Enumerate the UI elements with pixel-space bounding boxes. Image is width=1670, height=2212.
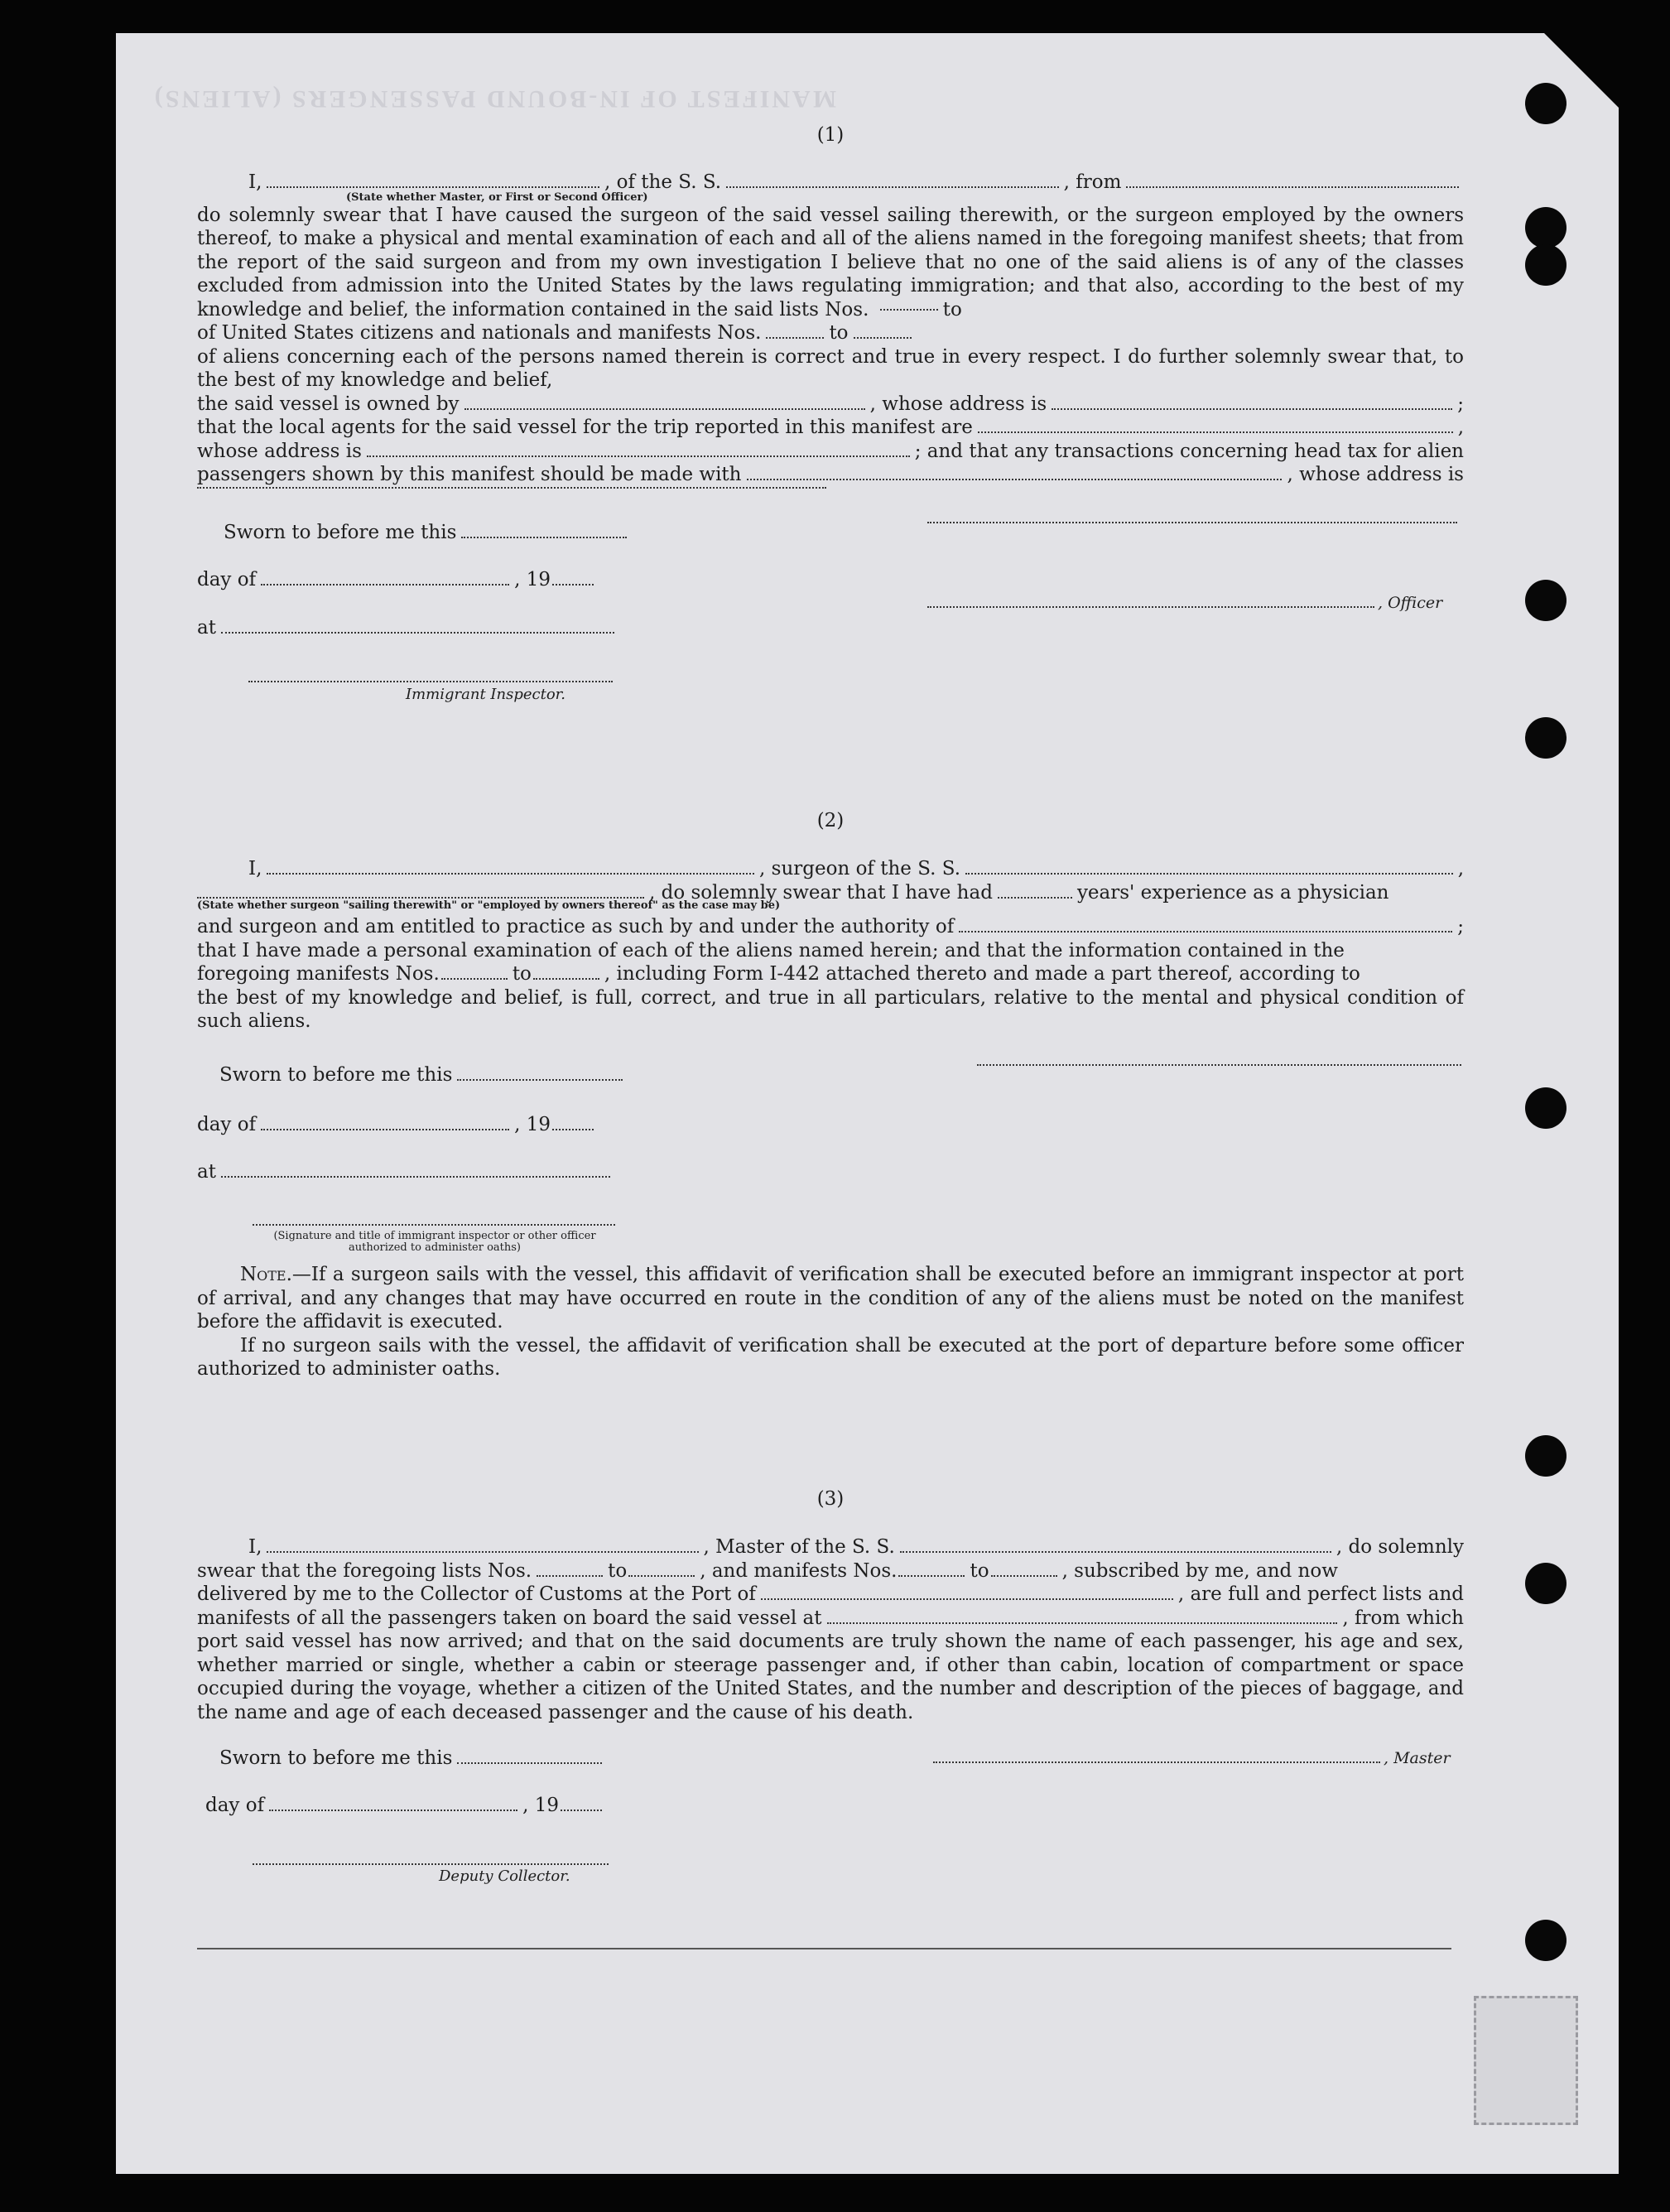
sworn-date-field-2[interactable] xyxy=(457,1079,623,1081)
punch-hole xyxy=(1525,83,1567,124)
examination-text: that I have made a personal examination of each of the aliens named herein; and that the information contained in the xyxy=(197,939,1345,961)
section-3-number: (3) xyxy=(816,1488,845,1510)
punch-hole xyxy=(1525,1920,1567,1961)
officer-signature-field[interactable] xyxy=(927,522,1457,523)
manifests-from-field-3[interactable] xyxy=(898,1575,965,1577)
manifests-to-field-3[interactable] xyxy=(991,1575,1057,1577)
section-2-number: (2) xyxy=(816,810,845,831)
label-to-5: to xyxy=(970,1559,989,1582)
signature-caption: (Signature and title of immigrant inspector or other officer authorized to administer oaths) xyxy=(273,1230,596,1254)
label-whose-address: , whose address is xyxy=(869,393,1047,415)
punch-hole xyxy=(1525,1087,1567,1129)
label-entitled: and surgeon and am entitled to practice as such by and under the authority of xyxy=(197,916,955,937)
arrival-text: port said vessel has now arrived; and that on the said documents are truly shown the name of each passenger, his age and sex, whether married or single, whether a cabin or steerage passenger and, if other than cabin, location of compartment or space occupied during the voyage, whether a citizen of the United States, and the number and description of the pieces of baggage, and the name and age of each deceased passenger and the cause of his death. xyxy=(197,1631,1464,1723)
officer-name-field[interactable] xyxy=(267,186,599,188)
label-and-manifests: , and manifests Nos. xyxy=(700,1559,898,1582)
label-do-solemnly: , do solemnly swear that I have had xyxy=(649,881,993,904)
surgeon-signature-field[interactable] xyxy=(977,1064,1461,1066)
label-19-3: , 19 xyxy=(522,1795,559,1816)
citizens-text: of aliens concerning each of the persons named therein is correct and true in every respect. I do further solemnly swear that, to the best of my knowledge and belief, xyxy=(197,345,1464,391)
from-port-field[interactable] xyxy=(1126,186,1459,188)
note-label: Note. xyxy=(240,1264,292,1285)
lists-to-field-3[interactable] xyxy=(628,1575,695,1577)
delivered-line xyxy=(197,1583,1464,1607)
inspector-caption: Immigrant Inspector. xyxy=(406,686,566,703)
label-manifests-all: manifests of all the passengers taken on board the said vessel at xyxy=(197,1607,822,1629)
punch-hole xyxy=(1525,717,1567,759)
label-sworn-3: Sworn to before me this xyxy=(219,1747,453,1769)
section-3-line-1 xyxy=(197,1535,1464,1559)
punch-hole xyxy=(1525,580,1567,621)
day-of-field-3[interactable] xyxy=(269,1810,517,1811)
paragraph-text: do solemnly swear that I have caused the surgeon of the said vessel sailing therewith, or the surgeon employed by the owners thereof, to make a physical and mental examination of each and all of the aliens named in the foregoing manifest sheets; that from the report of the said surgeon and from my own investigation I believe that no one of the said aliens is of any of the classes excluded from admission into the United States by the laws regulating immigration; and that also, according to the best of my knowledge and belief, the information contained in the said lists Nos. xyxy=(197,204,1464,320)
label-at: at xyxy=(197,617,216,639)
year-field-3[interactable] xyxy=(561,1810,602,1811)
manifests-all-line xyxy=(197,1607,1464,1631)
label-at-2: at xyxy=(197,1161,216,1183)
manifests-from-field[interactable] xyxy=(854,337,912,339)
boarding-port-field[interactable] xyxy=(827,1622,1338,1624)
year-field[interactable] xyxy=(552,584,594,586)
label-whose-address-3: , whose address is xyxy=(1287,464,1464,485)
label-officer: , Officer xyxy=(1378,594,1443,612)
label-local-agents: that the local agents for the said vessel for the trip reported in this manifest are xyxy=(197,417,973,438)
label-from: , from xyxy=(1063,171,1122,193)
at-place-field-2[interactable] xyxy=(221,1176,610,1178)
officer-signature-line xyxy=(927,522,1457,523)
section-3 xyxy=(197,1535,1464,1724)
owner-field[interactable] xyxy=(464,408,865,410)
label-19: , 19 xyxy=(514,569,551,590)
label-swear-lists: swear that the foregoing lists Nos. xyxy=(197,1559,532,1582)
label-sworn-2: Sworn to before me this xyxy=(219,1064,453,1086)
master-signature-line xyxy=(933,1749,1451,1768)
note-block xyxy=(197,1263,1464,1381)
note-paragraph xyxy=(197,1263,1464,1334)
label-subscribed: , subscribed by me, and now xyxy=(1061,1559,1338,1582)
vessel-name-field-2[interactable] xyxy=(965,873,1453,875)
citizens-line xyxy=(197,321,1464,345)
swear-lists-line xyxy=(197,1559,1464,1583)
vessel-name-field[interactable] xyxy=(726,186,1059,188)
day-of-field[interactable] xyxy=(261,584,509,586)
section-2-line-1: I, , surgeon of the S. S. , xyxy=(248,858,1464,879)
punch-hole xyxy=(1525,244,1567,286)
agent-address-field[interactable] xyxy=(367,455,910,457)
deputy-signature-field[interactable] xyxy=(253,1863,609,1865)
sworn-line-3 xyxy=(219,1747,607,1769)
label-full-perfect: , are full and perfect lists and xyxy=(1177,1583,1464,1605)
label-master-of: , Master of the S. S. xyxy=(703,1536,895,1558)
years-field[interactable] xyxy=(998,897,1072,899)
surgeon-name-field[interactable] xyxy=(267,873,754,875)
label-sworn: Sworn to before me this xyxy=(224,522,457,543)
sworn-date-field-3[interactable] xyxy=(457,1762,602,1764)
surgeon-status-field[interactable] xyxy=(197,897,644,899)
label-to-3: to xyxy=(512,963,532,985)
section-1 xyxy=(197,171,1464,494)
local-agents-field[interactable] xyxy=(978,431,1453,433)
punch-hole xyxy=(1525,207,1567,248)
note-text: —If a surgeon sails with the vessel, this affidavit of verification shall be executed before an immigrant inspector at port of arrival, and any changes that may have occurred en route in the condition of any of the aliens must be noted on the manifest before the affidavit is executed. xyxy=(197,1264,1464,1333)
manifest-from-field[interactable] xyxy=(441,978,508,980)
entitled-line: and surgeon and am entitled to practice as such by and under the authority of ; xyxy=(197,916,1464,937)
label-of-ss: , of the S. S. xyxy=(604,171,722,193)
label-passengers-shown: passengers shown by this manifest should be made with xyxy=(197,464,742,485)
master-name-field[interactable] xyxy=(267,1551,698,1553)
label-including: , including Form I-442 attached thereto and made a part thereof, according to xyxy=(604,963,1360,985)
label-years-exp: years' experience as a physician xyxy=(1076,881,1389,904)
ghost-header-bleedthrough: MANIFEST OF IN-BOUND PASSENGERS (ALIENS) xyxy=(152,85,836,113)
lists-from-field-3[interactable] xyxy=(537,1575,603,1577)
sworn-line-2 xyxy=(219,1064,628,1086)
section-1-number: (1) xyxy=(816,124,845,146)
label-delivered: delivered by me to the Collector of Customs at the Port of xyxy=(197,1583,756,1605)
label-i-2: I, xyxy=(248,858,262,879)
vessel-name-field-3[interactable] xyxy=(900,1551,1331,1553)
officer-title-line xyxy=(927,594,1442,613)
year-field-2[interactable] xyxy=(552,1129,594,1130)
head-tax-contact-field[interactable] xyxy=(747,479,1283,480)
inspector-signature-field-2[interactable] xyxy=(253,1224,615,1226)
deputy-caption: Deputy Collector. xyxy=(439,1867,570,1885)
sworn-line-1 xyxy=(224,522,632,543)
punch-hole xyxy=(1525,1435,1567,1477)
day-of-line-2 xyxy=(197,1114,599,1135)
day-of-line-3 xyxy=(205,1795,607,1816)
label-to-4: to xyxy=(608,1559,628,1582)
section-1-paragraph xyxy=(197,204,1464,322)
lists-from-field[interactable] xyxy=(880,309,938,311)
label-owned-by: the said vessel is owned by xyxy=(197,393,460,415)
day-of-line-1 xyxy=(197,569,599,590)
port-field[interactable] xyxy=(761,1598,1173,1600)
label-from-which: , from which xyxy=(1342,1607,1464,1629)
owned-by-line: the said vessel is owned by , whose address is ; xyxy=(197,393,1465,415)
footer-rule xyxy=(197,1948,1451,1949)
agent-address-line xyxy=(197,440,1464,464)
officer-caption: (State whether Master, or First or Second Officer) xyxy=(346,190,648,204)
label-do-solemnly-3: , do solemnly xyxy=(1336,1536,1464,1558)
at-line-1 xyxy=(197,617,619,639)
stamp-mark xyxy=(1474,1996,1578,2125)
owner-address-field[interactable] xyxy=(1052,408,1452,410)
master-signature-field[interactable] xyxy=(933,1761,1380,1763)
label-day-of: day of xyxy=(197,569,257,590)
day-of-field-2[interactable] xyxy=(261,1129,509,1130)
inspector-signature-field[interactable] xyxy=(248,681,613,682)
label-to-2: to xyxy=(829,322,849,344)
label-citizens: of United States citizens and nationals and manifests Nos. xyxy=(197,322,762,344)
surgeon-caption: (State whether surgeon "sailing therewith" or "employed by owners thereof" as the case may be) xyxy=(197,899,781,912)
sworn-date-field[interactable] xyxy=(461,537,627,538)
contact-address-line xyxy=(197,487,1464,494)
label-day-of-3: day of xyxy=(205,1795,265,1816)
label-to: to xyxy=(942,298,962,320)
label-day-of-2: day of xyxy=(197,1114,257,1135)
passengers-shown-line xyxy=(197,463,1464,487)
label-i-3: I, xyxy=(248,1536,262,1558)
manifest-to-field[interactable] xyxy=(533,978,599,980)
belief-text: the best of my knowledge and belief, is full, correct, and true in all particulars, relative to the mental and physical condition of such aliens. xyxy=(197,986,1464,1032)
local-agents-line: that the local agents for the said vessel for the trip reported in this manifest are , xyxy=(197,417,1464,438)
contact-address-field[interactable] xyxy=(197,487,826,489)
label-surgeon-of: , surgeon of the S. S. xyxy=(759,858,961,879)
label-head-tax: ; and that any transactions concerning head tax for alien xyxy=(914,440,1464,462)
at-place-field[interactable] xyxy=(221,632,614,634)
at-line-2 xyxy=(197,1161,615,1183)
label-master: , Master xyxy=(1384,1749,1451,1767)
punch-hole xyxy=(1525,1563,1567,1604)
officer-title-field[interactable] xyxy=(927,606,1374,608)
lists-to-field[interactable] xyxy=(766,337,824,339)
label-foregoing: foregoing manifests Nos. xyxy=(197,963,440,985)
section-2 xyxy=(197,857,1464,1034)
surgeon-signature-line xyxy=(977,1064,1461,1066)
label-whose-address-2: whose address is xyxy=(197,440,362,462)
foregoing-line xyxy=(197,962,1464,986)
authority-field[interactable] xyxy=(959,931,1452,933)
label-19-2: , 19 xyxy=(514,1114,551,1135)
note-text-2: If no surgeon sails with the vessel, the affidavit of verification shall be executed at the port of departure before some officer authorized to administer oaths. xyxy=(197,1334,1464,1380)
label-i: I, xyxy=(248,171,262,193)
